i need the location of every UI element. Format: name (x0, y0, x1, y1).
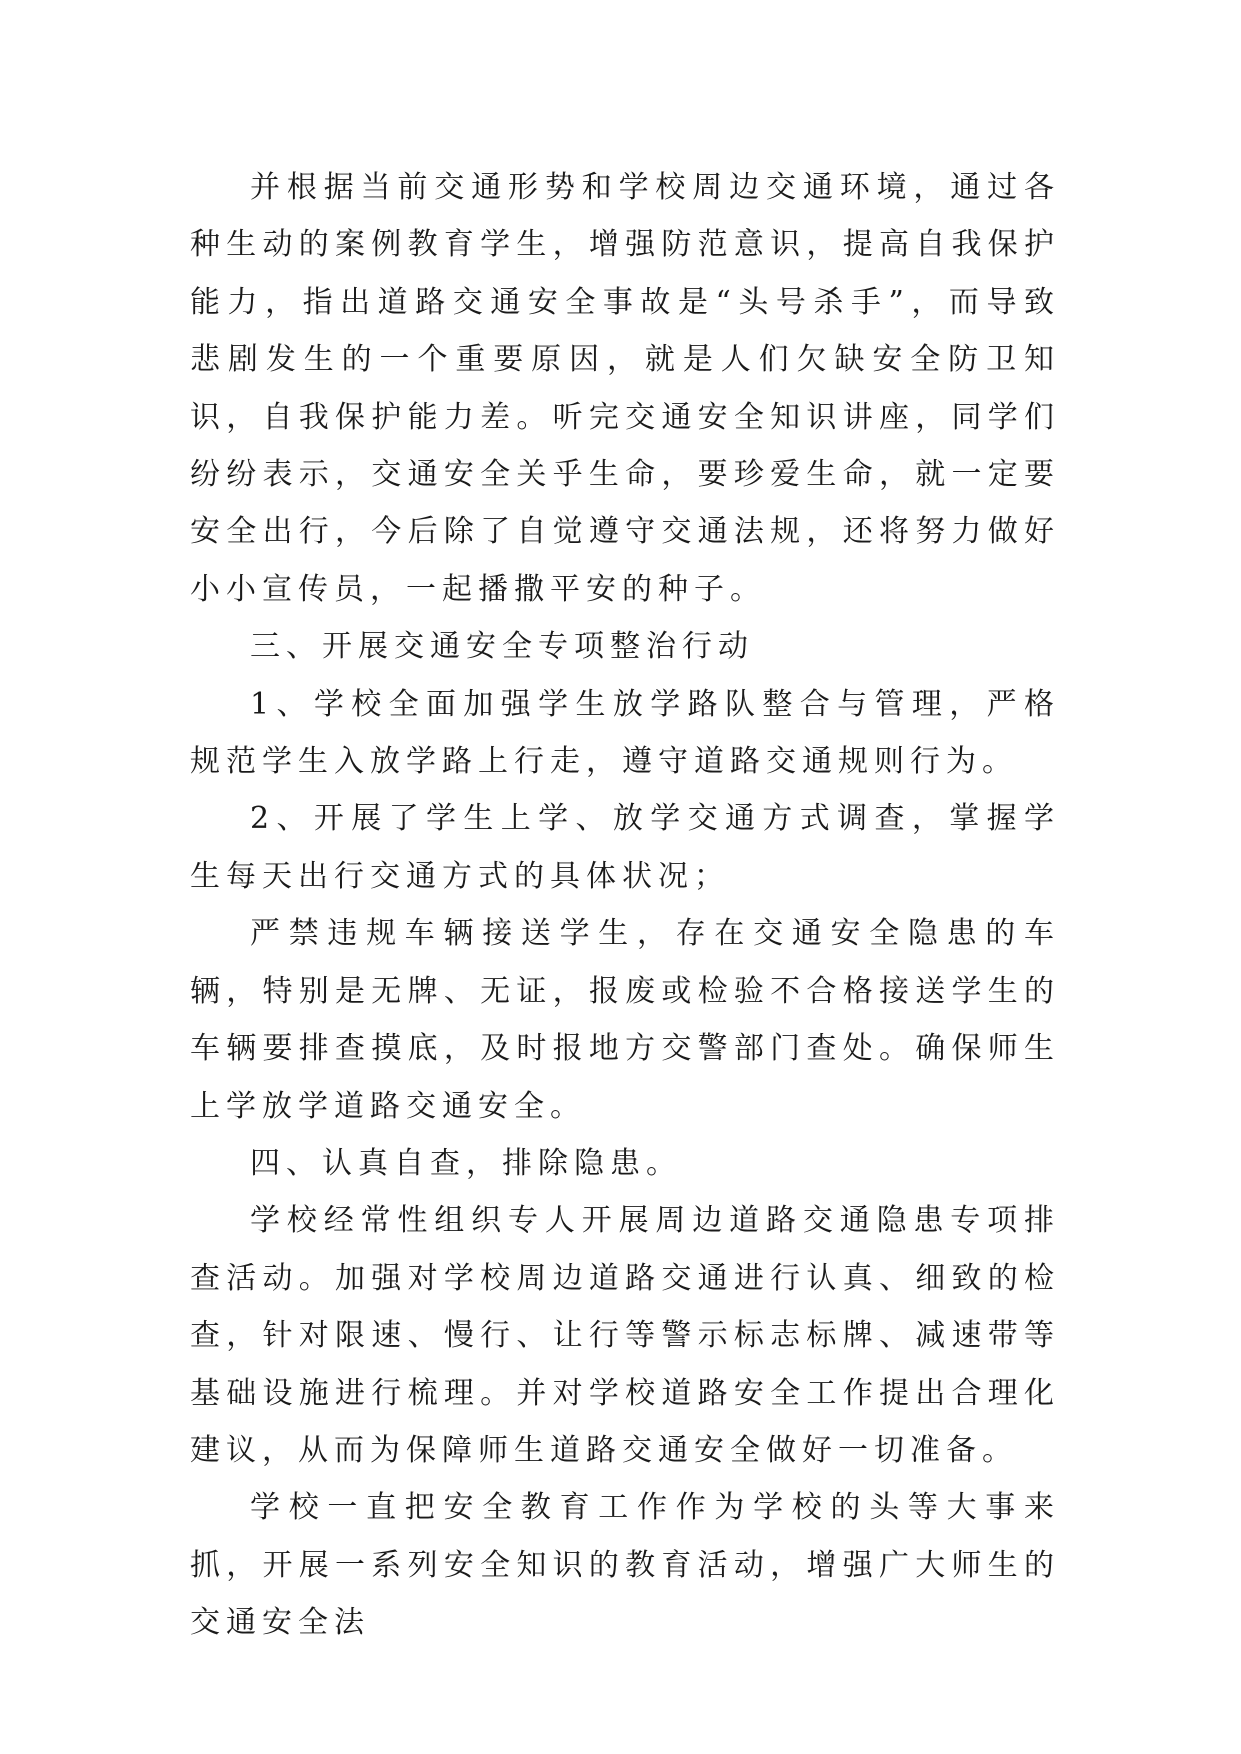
paragraph-safety-education: 学校一直把安全教育工作作为学校的头等大事来抓，开展一系列安全知识的教育活动，增强广大师生的交通安全法 (190, 1490, 1060, 1641)
document-body (190, 159, 1060, 1652)
paragraph-traffic-lecture: 并根据当前交通形势和学校周边交通环境，通过各种生动的案例教育学生，增强防范意识，提高自我保护能力，指出道路交通安全事故是“头号杀手”，而导致悲剧发生的一个重要原因，就是人们欠缺安全防卫知识，自我保护能力差。听完交通安全知识讲座，同学们纷纷表示，交通安全关乎生命，要珍爱生命，就一定要安全出行，今后除了自觉遵守交通法规，还将努力做好小小宣传员，一起播撒平安的种子。 (190, 170, 1060, 607)
section-heading-3: 三、开展交通安全专项整治行动 (250, 629, 754, 665)
paragraph-hazard-check: 学校经常性组织专人开展周边道路交通隐患专项排查活动。加强对学校周边道路交通进行认真、细致的检查，针对限速、慢行、让行等警示标志标牌、减速带等基础设施进行梳理。并对学校道路安全工作提出合理化建议，从而为保障师生道路交通安全做好一切准备。 (190, 1203, 1060, 1468)
paragraph-item-2: 2、开展了学生上学、放学交通方式调查，掌握学生每天出行交通方式的具体状况； (190, 801, 1060, 894)
paragraph-item-1: 1、学校全面加强学生放学路队整合与管理，严格规范学生入放学路上行走，遵守道路交通规则行为。 (190, 686, 1060, 780)
paragraph-vehicle-ban: 严禁违规车辆接送学生，存在交通安全隐患的车辆，特别是无牌、无证，报废或检验不合格接送学生的车辆要排查摸底，及时报地方交警部门查处。确保师生上学放学道路交通安全。 (190, 916, 1060, 1124)
section-heading-4: 四、认真自查，排除隐患。 (250, 1145, 682, 1181)
